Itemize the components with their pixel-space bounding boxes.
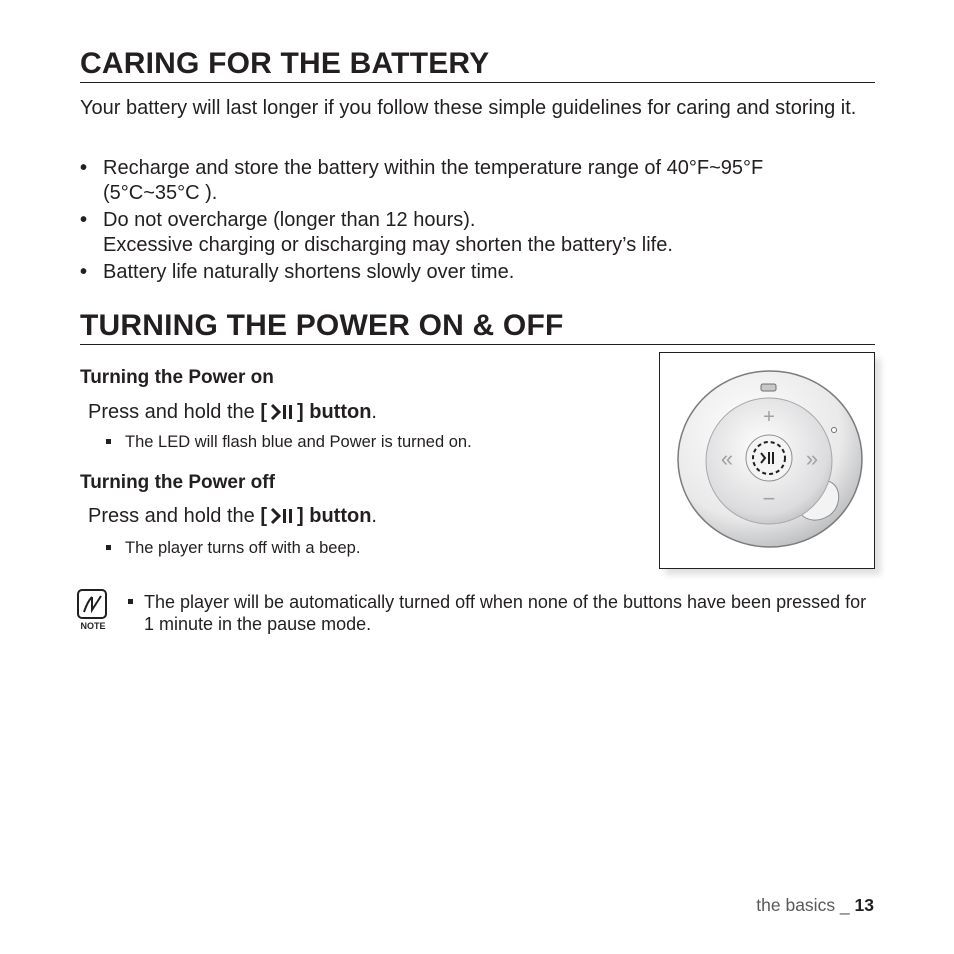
device-illustration bbox=[659, 352, 875, 569]
list-item-line: (5°C~35°C ). bbox=[103, 182, 218, 204]
detail-power-off: The player turns off with a beep. bbox=[106, 538, 360, 558]
volume-down-icon: − bbox=[762, 486, 776, 511]
footer-section-name: the basics _ bbox=[756, 895, 855, 915]
list-item: • Do not overcharge (longer than 12 hours). Excessive charging or discharging may shorten the battery’s life. bbox=[80, 209, 673, 256]
fast-forward-icon: » bbox=[805, 446, 819, 471]
list-item-line: Do not overcharge (longer than 12 hours). bbox=[103, 209, 476, 231]
play-pause-icon bbox=[270, 403, 294, 427]
list-item-line: Excessive charging or discharging may shorten the battery’s life. bbox=[103, 234, 673, 256]
page-footer bbox=[756, 894, 874, 916]
heading-caring-battery: CARING FOR THE BATTERY bbox=[80, 47, 875, 83]
heading-power-on-off: TURNING THE POWER ON & OFF bbox=[80, 309, 875, 345]
note-text: The player will be automatically turned off when none of the buttons have been pressed for 1 minute in the pause mode. bbox=[128, 591, 874, 635]
play-pause-icon bbox=[270, 507, 294, 531]
list-item: • Recharge and store the battery within the temperature range of 40°F~95°F (5°C~35°C ). bbox=[80, 157, 764, 204]
instruction-power-on: Press and hold the [ ] button. bbox=[88, 400, 377, 427]
note-badge bbox=[77, 589, 111, 631]
subheading-power-on: Turning the Power on bbox=[80, 367, 274, 388]
list-item: • Battery life naturally shortens slowly over time. bbox=[80, 261, 515, 283]
note-label: NOTE bbox=[80, 621, 106, 631]
instruction-power-off: Press and hold the [ ] button. bbox=[88, 504, 377, 531]
subheading-power-off: Turning the Power off bbox=[80, 472, 275, 493]
note-pencil-icon bbox=[81, 593, 103, 615]
battery-guidelines-list bbox=[80, 156, 870, 287]
mp3-player-image bbox=[660, 353, 874, 568]
page-number: 13 bbox=[854, 895, 874, 915]
battery-intro-text: Your battery will last longer if you follow these simple guidelines for caring and storing it. bbox=[80, 97, 857, 119]
detail-power-on: The LED will flash blue and Power is turned on. bbox=[106, 432, 472, 452]
rewind-icon: « bbox=[720, 446, 734, 471]
volume-up-icon: + bbox=[763, 406, 775, 428]
list-item-line: Recharge and store the battery within the temperature range of 40°F~95°F bbox=[103, 157, 764, 179]
list-item-line: Battery life naturally shortens slowly over time. bbox=[103, 261, 515, 283]
